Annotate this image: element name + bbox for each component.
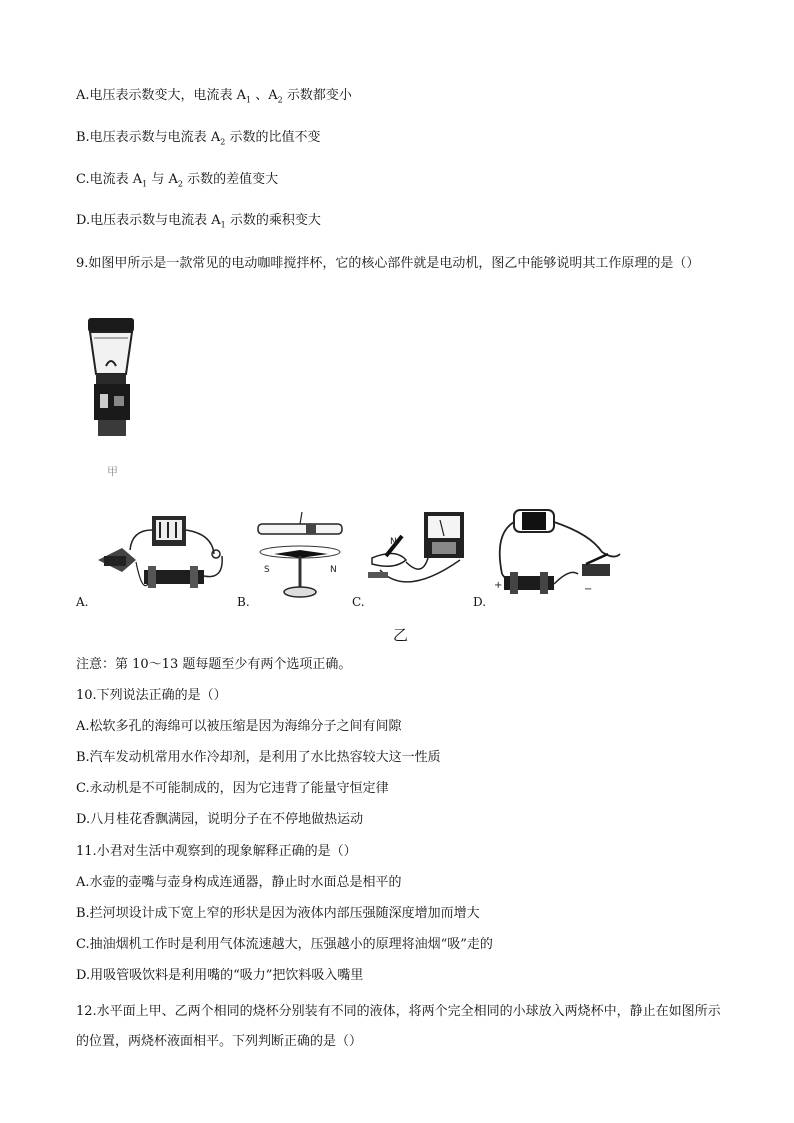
q8-option-b: B.电压表示数与电流表 $A_2$ 示数的比值不变 bbox=[76, 130, 321, 147]
q10-option-c: C.永动机是不可能制成的，因为它违背了能量守恒定律 bbox=[76, 781, 389, 796]
q11-option-b: B.拦河坝设计成下宽上窄的形状是因为液体内部压强随深度增加而增大 bbox=[76, 906, 480, 921]
figure-yi-option-d bbox=[490, 504, 630, 600]
q11-option-c: C.抽油烟机工作时是利用气体流速越大，压强越小的原理将油烟“吸”走的 bbox=[76, 937, 493, 952]
figure-jia-label: 甲 bbox=[107, 465, 118, 478]
choice-label-c: C. bbox=[352, 595, 365, 609]
svg-text:S: S bbox=[264, 565, 270, 575]
choice-label-b: B. bbox=[237, 595, 250, 609]
q10-option-b: B.汽车发动机常用水作冷却剂，是利用了水比热容较大这一性质 bbox=[76, 750, 441, 765]
q11-stem: 11.小君对生活中观察到的现象解释正确的是（） bbox=[76, 844, 357, 859]
q12-stem: 12.水平面上甲、乙两个相同的烧杯分别装有不同的液体，将两个完全相同的小球放入两烧杯中，静止在如图所示的位置，两烧杯液面相平。下列判断正确的是（） bbox=[76, 1004, 721, 1049]
svg-text:+: + bbox=[494, 580, 503, 591]
figure-yi-label: 乙 bbox=[393, 626, 409, 644]
q10-stem: 10.下列说法正确的是（） bbox=[76, 688, 227, 703]
q10-option-d: D.八月桂花香飘满园，说明分子在不停地做热运动 bbox=[76, 812, 364, 827]
q11-option-d: D.用吸管吸饮料是利用嘴的“吸力”把饮料吸入嘴里 bbox=[76, 968, 364, 983]
q8-option-d: D.电压表示数与电流表 $A_1$ 示数的乘积变大 bbox=[76, 213, 321, 230]
q9-stem: 9.如图甲所示是一款常见的电动咖啡搅拌杯，它的核心部件就是电动机，图乙中能够说明其工作原理的是（） bbox=[76, 256, 700, 271]
figure-yi-option-a bbox=[92, 510, 234, 600]
choice-label-d: D. bbox=[473, 595, 487, 609]
q8-option-c: C.电流表 $A_1$ 与 $A_2$ 示数的差值变大 bbox=[76, 172, 279, 189]
figure-jia-stirring-cup bbox=[84, 316, 140, 440]
note-text: 注意：第 10～13 题每题至少有两个选项正确。 bbox=[76, 657, 352, 672]
choice-label-a: A. bbox=[76, 595, 89, 609]
figure-yi-option-b bbox=[254, 510, 346, 602]
q11-option-a: A.水壶的壶嘴与壶身构成连通器，静止时水面总是相平的 bbox=[76, 875, 402, 890]
q10-option-a: A.松软多孔的海绵可以被压缩是因为海绵分子之间有间隙 bbox=[76, 719, 402, 734]
svg-text:N: N bbox=[390, 537, 397, 547]
q8-option-a: A.电压表示数变大，电流表 $A_1$ 、$A_2$ 示数都变小 bbox=[76, 88, 352, 105]
svg-text:N: N bbox=[330, 565, 337, 575]
svg-text:−: − bbox=[584, 584, 593, 595]
figure-yi-option-c bbox=[366, 508, 476, 600]
